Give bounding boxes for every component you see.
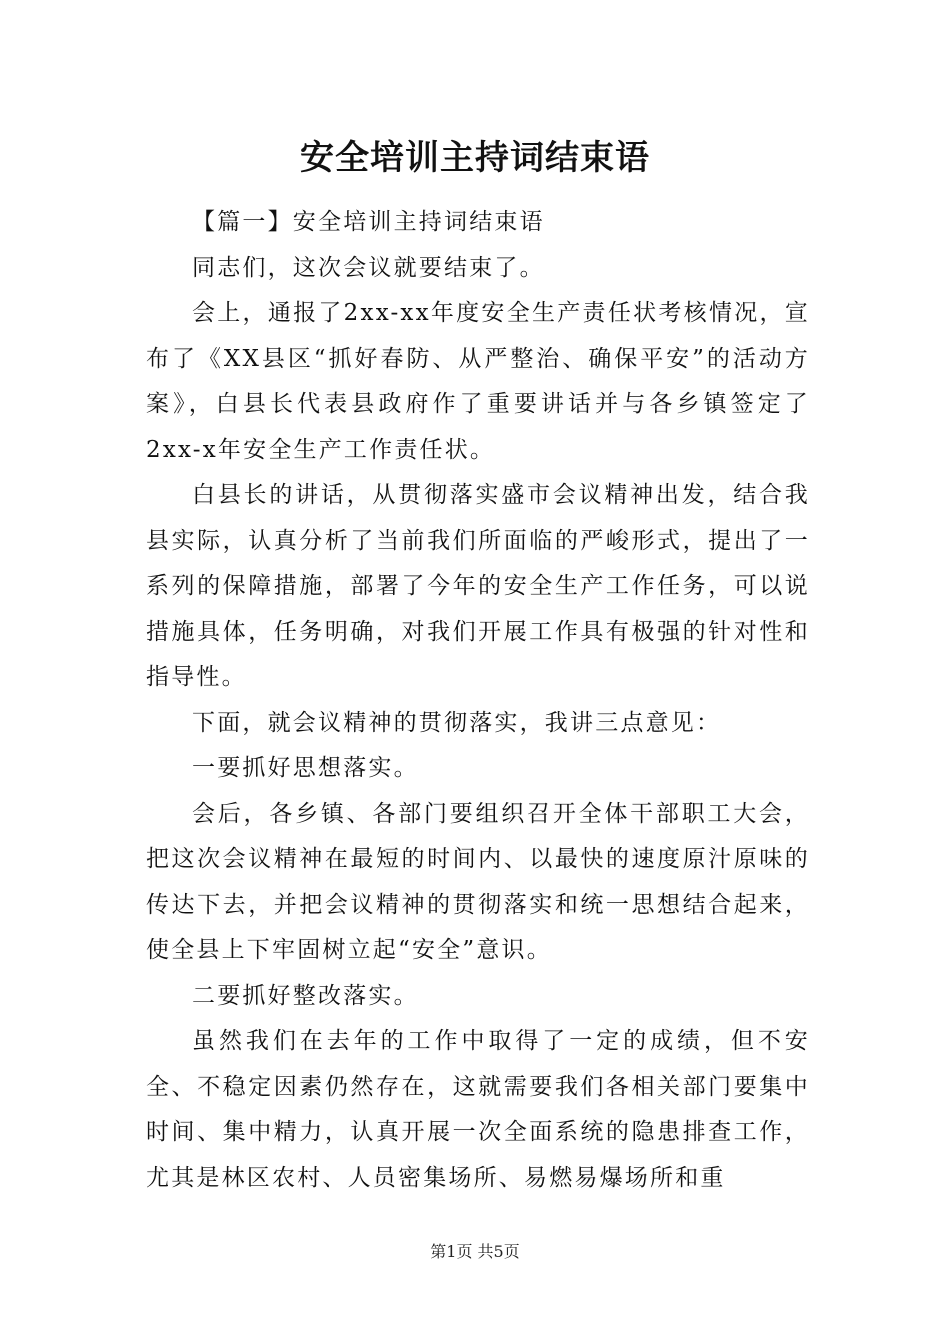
section-heading: 【篇一】安全培训主持词结束语 [192,209,545,235]
paragraph: 同志们，这次会议就要结束了。 [192,254,545,281]
document-title: 安全培训主持词结束语 [300,138,650,178]
page-number-footer: 第1页 共5页 [430,1242,520,1261]
point-heading: 二要抓好整改落实。 [192,982,419,1009]
paragraph: 虽然我们在去年的工作中取得了一定的成绩，但不安全、不稳定因素仍然存在，这就需要我们各相关部门要集中时间、集中精力，认真开展一次全面系统的隐患排查工作，尤其是林区农村、人员密集场所、易燃易爆场所和重 [146,1028,810,1191]
paragraph: 会后，各乡镇、各部门要组织召开全体干部职工大会，把这次会议精神在最短的时间内、以最快的速度原汁原味的传达下去，并把会议精神的贯彻落实和统一思想结合起来，使全县上下牢固树立起“安全”意识。 [146,800,810,963]
paragraph: 白县长的讲话，从贯彻落实盛市会议精神出发，结合我县实际，认真分析了当前我们所面临的严峻形式，提出了一系列的保障措施，部署了今年的安全生产工作任务，可以说措施具体，任务明确，对我们开展工作具有极强的针对性和指导性。 [146,482,810,690]
point-heading: 一要抓好思想落实。 [192,755,419,781]
paragraph: 会上，通报了2xx-xx年度安全生产责任状考核情况，宣布了《XX县区“抓好春防、从严整治、确保平安”的活动方案》，白县长代表县政府作了重要讲话并与各乡镇签定了2xx-x年安全生产工作责任状。 [146,300,810,463]
paragraph: 下面，就会议精神的贯彻落实，我讲三点意见： [192,709,722,736]
document-body [146,200,810,1201]
